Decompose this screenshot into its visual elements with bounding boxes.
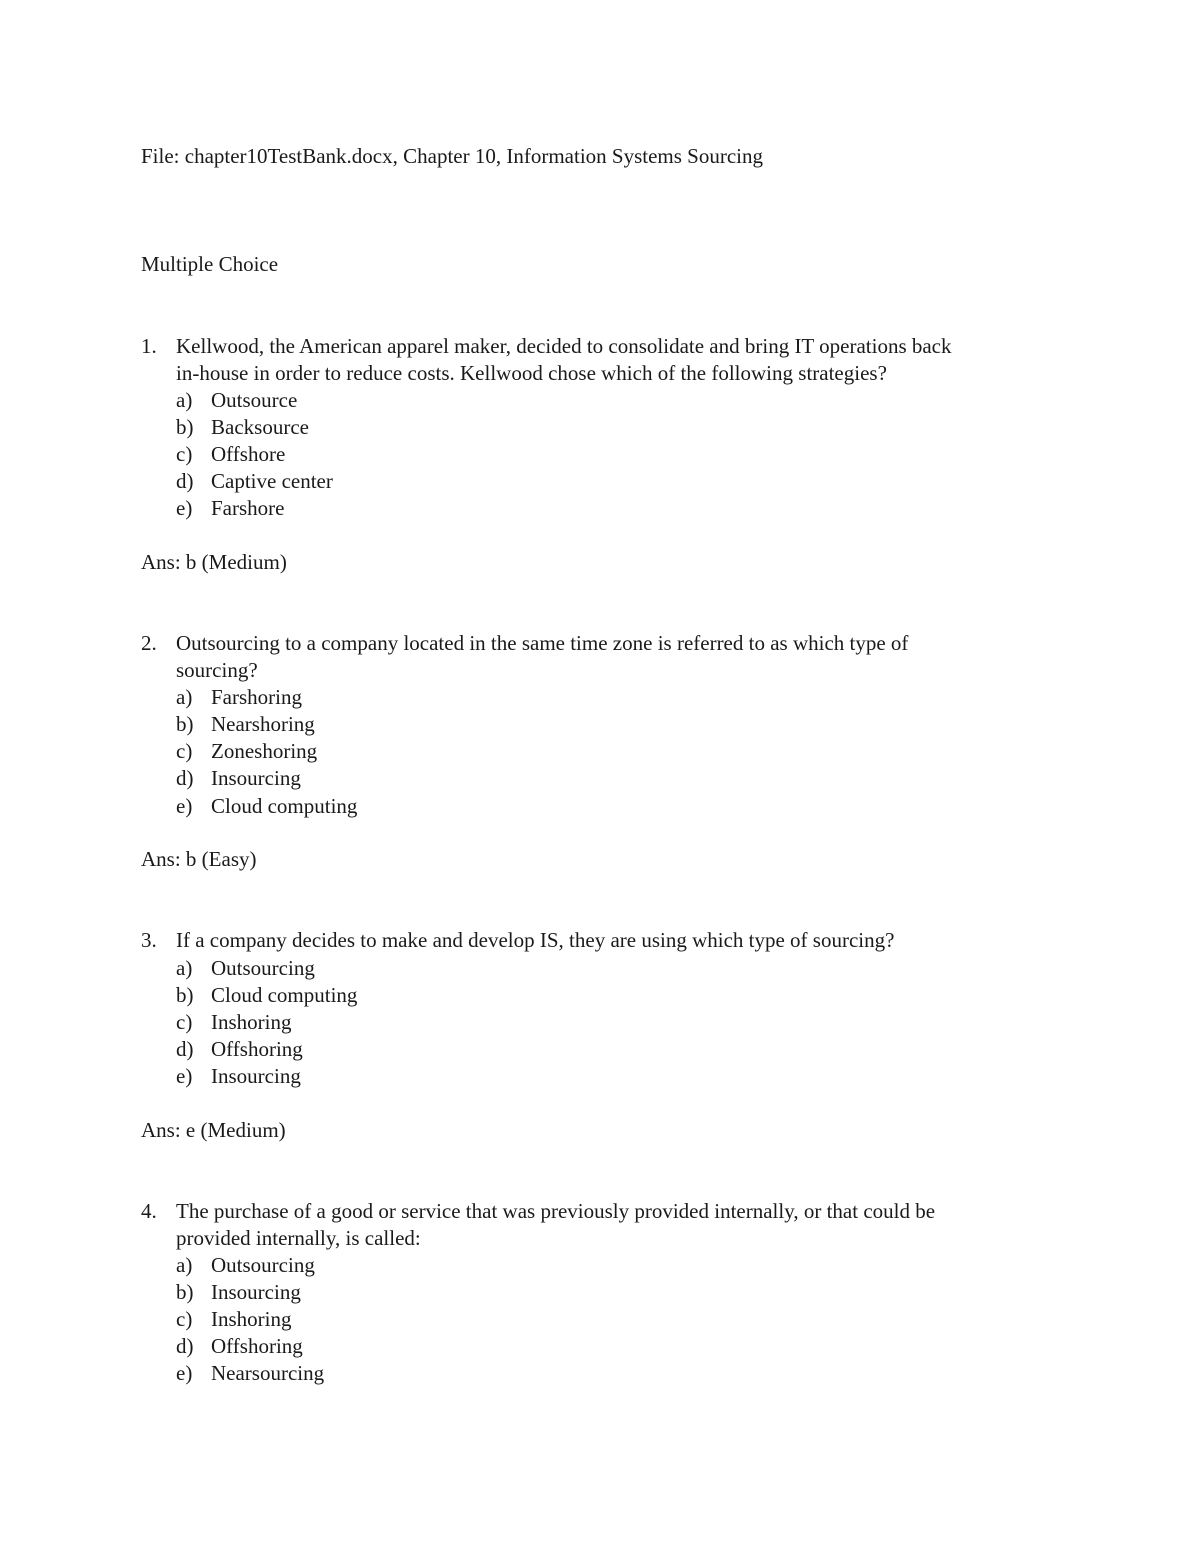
option-text: Farshoring <box>211 685 302 709</box>
option-text: Nearshoring <box>211 712 315 736</box>
option-letter: c) <box>176 1010 193 1034</box>
option-text: Zoneshoring <box>211 739 318 763</box>
question-text-line: in-house in order to reduce costs. Kellwood chose which of the following strategies? <box>176 361 887 385</box>
question-text-line: sourcing? <box>176 658 258 682</box>
option-text: Offshore <box>211 442 286 466</box>
question-text-line: Kellwood, the American apparel maker, decided to consolidate and bring IT operations back <box>176 334 952 358</box>
option-text: Outsourcing <box>211 956 315 980</box>
option-letter: e) <box>176 794 193 818</box>
option-text: Outsourcing <box>211 1253 315 1277</box>
option-text: Inshoring <box>211 1010 292 1034</box>
option-text: Offshoring <box>211 1037 303 1061</box>
option-letter: e) <box>176 496 193 520</box>
option-text: Insourcing <box>211 766 301 790</box>
option-letter: c) <box>176 442 193 466</box>
option-letter: c) <box>176 739 193 763</box>
question-number: 3. <box>141 928 157 952</box>
option-letter: b) <box>176 712 194 736</box>
option-text: Cloud computing <box>211 983 358 1007</box>
option-letter: c) <box>176 1307 193 1331</box>
option-letter: a) <box>176 685 193 709</box>
option-letter: e) <box>176 1361 193 1385</box>
option-letter: a) <box>176 956 193 980</box>
option-letter: b) <box>176 415 194 439</box>
option-letter: d) <box>176 1334 194 1358</box>
question-text-line: The purchase of a good or service that was previously provided internally, or that could be <box>176 1199 936 1223</box>
option-text: Backsource <box>211 415 309 439</box>
question-number: 1. <box>141 334 157 358</box>
question-number: 4. <box>141 1199 157 1223</box>
answer-key: Ans: b (Medium) <box>141 550 287 574</box>
option-letter: d) <box>176 469 194 493</box>
option-text: Inshoring <box>211 1307 292 1331</box>
question-text-line: If a company decides to make and develop IS, they are using which type of sourcing? <box>176 928 895 952</box>
option-letter: e) <box>176 1064 193 1088</box>
question-text-line: Outsourcing to a company located in the same time zone is referred to as which type of <box>176 631 909 655</box>
option-text: Cloud computing <box>211 794 358 818</box>
file-header: File: chapter10TestBank.docx, Chapter 10, Information Systems Sourcing <box>141 144 764 168</box>
option-text: Farshore <box>211 496 285 520</box>
answer-key: Ans: b (Easy) <box>141 847 257 871</box>
option-letter: b) <box>176 1280 194 1304</box>
option-text: Captive center <box>211 469 333 493</box>
option-text: Outsource <box>211 388 298 412</box>
option-letter: b) <box>176 983 194 1007</box>
option-letter: d) <box>176 1037 194 1061</box>
option-text: Nearsourcing <box>211 1361 325 1385</box>
question-text-line: provided internally, is called: <box>176 1226 421 1250</box>
option-text: Offshoring <box>211 1334 303 1358</box>
option-text: Insourcing <box>211 1280 301 1304</box>
option-letter: a) <box>176 1253 193 1277</box>
option-text: Insourcing <box>211 1064 301 1088</box>
answer-key: Ans: e (Medium) <box>141 1118 286 1142</box>
option-letter: a) <box>176 388 193 412</box>
question-number: 2. <box>141 631 157 655</box>
option-letter: d) <box>176 766 194 790</box>
section-title: Multiple Choice <box>141 252 279 276</box>
